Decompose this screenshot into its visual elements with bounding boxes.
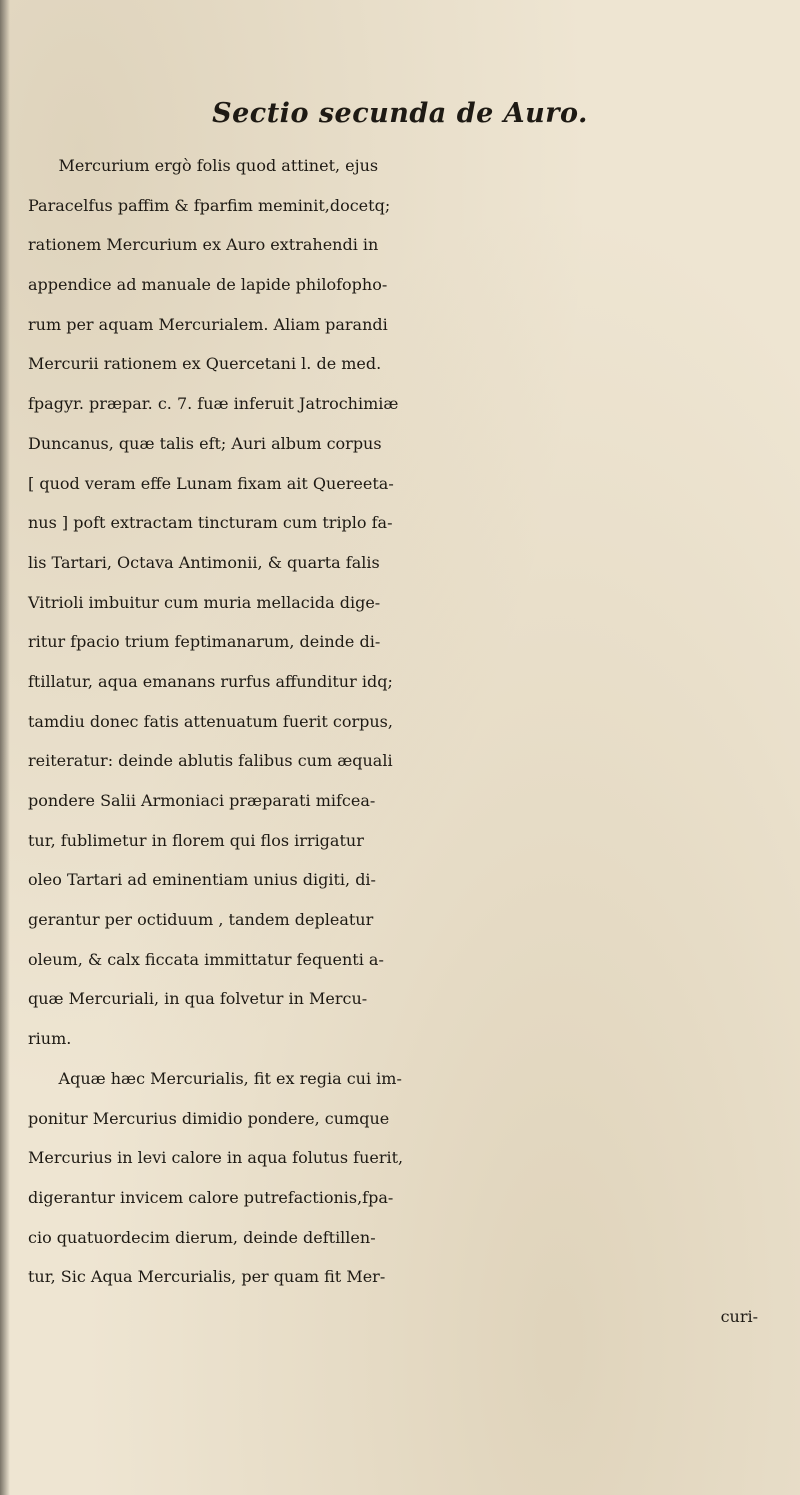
text-line: gerantur per octiduum , tandem depleatur <box>28 910 374 930</box>
text-line: reiteratur: deinde ablutis falibus cum æquali <box>28 751 393 771</box>
text-line: fpagyr. præpar. c. 7. fuæ inferuit Jatrochimiæ <box>28 394 399 414</box>
running-header: Sectio secunda de Auro. <box>212 98 588 129</box>
text-line: cio quatuordecim dierum, deinde deftillen- <box>28 1227 376 1247</box>
page-body <box>28 146 788 1337</box>
text-line: tur, Sic Aqua Mercurialis, per quam fit Mer- <box>28 1267 386 1287</box>
text-line: ritur fpacio trium feptimanarum, deinde di- <box>28 632 381 652</box>
text-line: ponitur Mercurius dimidio pondere, cumque <box>28 1108 390 1128</box>
text-line: oleo Tartari ad eminentiam unius digiti, di- <box>28 870 376 890</box>
text-line: Mercurii rationem ex Quercetani l. de med. <box>28 354 382 374</box>
text-line: lis Tartari, Octava Antimonii, & quarta falis <box>28 552 380 572</box>
text-line: quæ Mercuriali, in qua folvetur in Mercu- <box>28 989 368 1009</box>
text-line: tur, fublimetur in florem qui flos irrigatur <box>28 830 364 850</box>
text-line: nus ] poft extractam tincturam cum triplo fa- <box>28 513 393 533</box>
binding-shadow <box>0 0 10 1495</box>
text-line: Aquæ hæc Mercurialis, fit ex regia cui im- <box>28 1068 402 1088</box>
catchword: curi- <box>720 1306 758 1326</box>
text-line: Duncanus, quæ talis eft; Auri album corpus <box>28 433 382 453</box>
text-line: digerantur invicem calore putrefactionis,fpa- <box>28 1187 394 1207</box>
text-line: rum per aquam Mercurialem. Aliam parandi <box>28 314 388 334</box>
text-line: appendice ad manuale de lapide philofopho- <box>28 275 388 295</box>
text-line: Vitrioli imbuitur cum muria mellacida dige- <box>28 592 381 612</box>
text-line: ftillatur, aqua emanans rurfus affunditur idq; <box>28 671 393 691</box>
text-line: tamdiu donec fatis attenuatum fuerit corpus, <box>28 711 393 731</box>
text-line: [ quod veram effe Lunam fixam ait Quereeta- <box>28 473 394 493</box>
text-line: Paracelfus paffim & fparfim meminit,docetq; <box>28 195 391 215</box>
text-line: rationem Mercurium ex Auro extrahendi in <box>28 235 379 255</box>
text-line: Mercurius in levi calore in aqua folutus fuerit, <box>28 1148 404 1168</box>
text-line: Mercurium ergò folis quod attinet, ejus <box>28 156 379 175</box>
text-line: oleum, & calx ficcata immittatur fequenti a- <box>28 949 384 969</box>
text-line: pondere Salii Armoniaci præparati mifcea- <box>28 791 376 810</box>
text-line: rium. <box>28 1029 72 1049</box>
